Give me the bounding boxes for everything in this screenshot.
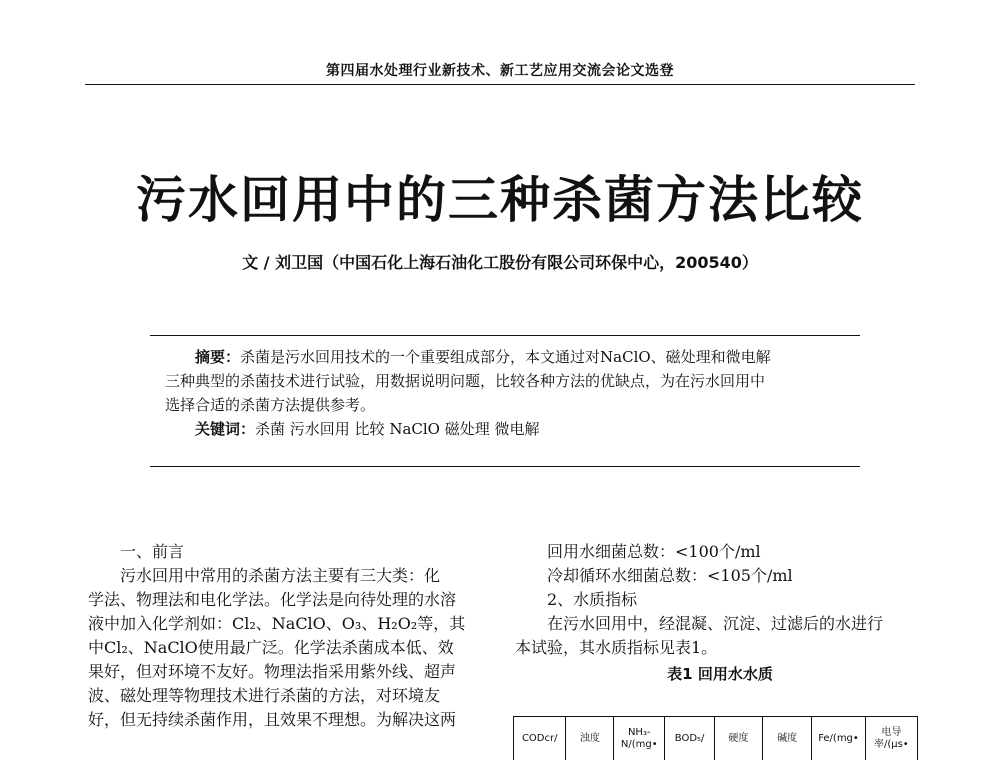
intro-line-6: 波、磁处理等物理技术进行杀菌的方法，对环境友 [88,686,441,705]
keywords: 杀菌 污水回用 比较 NaClO 磁处理 微电解 [255,420,540,438]
byline: 文 / 刘卫国（中国石化上海石油化工股份有限公司环保中心，200540） [242,253,758,272]
abstract-line-3: 选择合适的杀菌方法提供参考。 [165,396,376,414]
table-header-cell: 浊度 [566,717,614,760]
intro-line-7: 好，但无持续杀菌作用，且效果不理想。为解决这两 [88,710,457,729]
section-heading-intro: 一、前言 [120,542,185,561]
table-caption: 表1 回用水水质 [667,665,773,683]
abstract-top-rule [150,335,860,336]
subheading-water-quality: 2、水质指标 [547,590,638,609]
left-column [88,540,488,732]
table-header-cell: BOD₅/ [665,717,715,760]
water-quality-line-2: 本试验，其水质指标见表1。 [515,638,718,657]
intro-line-5: 果好，但对环境不友好。物理法指采用紫外线、超声 [88,662,457,681]
intro-line-4: 中Cl₂、NaClO使用最广泛。化学法杀菌成本低、效 [88,638,454,657]
table-header-row [514,717,918,760]
running-header: 第四届水处理行业新技术、新工艺应用交流会论文选登 [326,63,674,79]
abstract-bottom-rule [150,466,860,467]
keywords-label: 关键词： [195,420,256,438]
abstract-label: 摘要： [195,348,241,366]
bacteria-limit-cooling: 冷却循环水细菌总数：<105个/ml [547,566,793,585]
intro-line-1: 污水回用中常用的杀菌方法主要有三大类：化 [120,566,441,585]
table-header-cell: 硬度 [714,717,762,760]
abstract-line-2: 三种典型的杀菌技术进行试验，用数据说明问题，比较各种方法的优缺点，为在污水回用中 [165,372,766,390]
bacteria-limit-reuse: 回用水细菌总数：<100个/ml [547,542,761,561]
table-header-cell: 碱度 [762,717,812,760]
article-title: 污水回用中的三种杀菌方法比较 [136,170,864,229]
keywords-line [165,417,845,441]
table-header-cell: Fe/(mg• [812,717,865,760]
table-1-container [513,716,918,760]
table-header-cell: CODcr/ [514,717,566,760]
table-1 [513,716,918,760]
table-header-cell: 电导率/(μs• [865,717,917,760]
table-header-cell: NH₃-N/(mg• [614,717,665,760]
header-rule [85,84,915,85]
abstract-text-1: 杀菌是污水回用技术的一个重要组成部分，本文通过对NaClO、磁处理和微电解 [240,348,771,366]
water-quality-line-1: 在污水回用中，经混凝、沉淀、过滤后的水进行 [547,614,884,633]
right-column [515,540,925,686]
abstract-line-1 [165,345,845,369]
intro-line-2: 学法、物理法和电化学法。化学法是向待处理的水溶 [88,590,457,609]
intro-line-3: 液中加入化学剂如：Cl₂、NaClO、O₃、H₂O₂等，其 [88,614,466,633]
abstract [165,345,845,441]
